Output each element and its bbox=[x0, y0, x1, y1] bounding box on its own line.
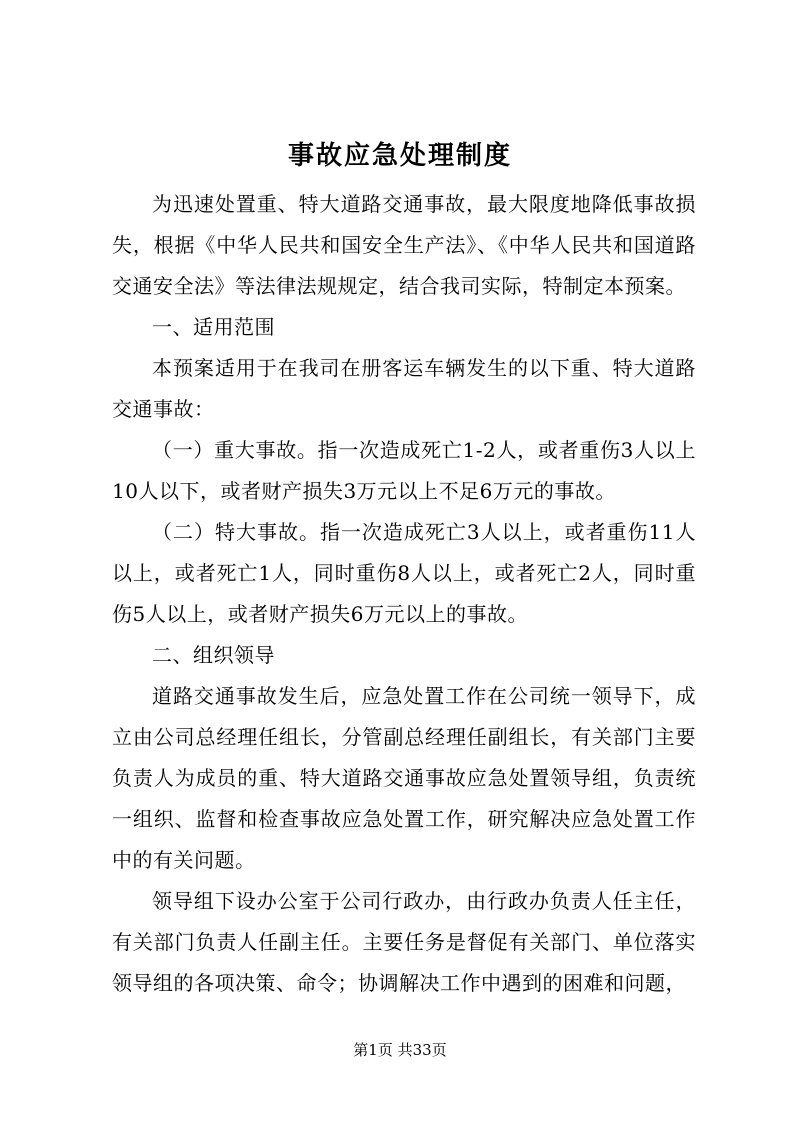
paragraph: 为迅速处置重、特大道路交通事故，最大限度地降低事故损失，根据《中华人民共和国安全生产法》、《中华人民共和国道路交通安全法》等法律法规规定，结合我司实际，特制定本预案。 bbox=[112, 192, 696, 298]
paragraph: 本预案适用于在我司在册客运车辆发生的以下重、特大道路交通事故： bbox=[112, 356, 696, 421]
page-number-footer: 第1页 共33页 bbox=[353, 1041, 447, 1059]
paragraph: 领导组下设办公室于公司行政办，由行政办负责人任主任，有关部门负责人任副主任。主要任务是督促有关部门、单位落实领导组的各项决策、命令；协调解决工作中遇到的困难和问题， bbox=[112, 889, 696, 995]
paragraph: 道路交通事故发生后，应急处置工作在公司统一领导下，成立由公司总经理任组长，分管副总经理任副组长，有关部门主要负责人为成员的重、特大道路交通事故应急处置领导组，负责统一组织、监督和检查事故应急处置工作，研究解决应急处置工作中的有关问题。 bbox=[112, 684, 696, 872]
document-body bbox=[112, 184, 696, 1004]
section-heading: 一、适用范围 bbox=[152, 315, 275, 339]
section-heading: 二、组织领导 bbox=[152, 643, 275, 667]
paragraph: （一）重大事故。指一次造成死亡1-2人，或者重伤3人以上10人以下，或者财产损失3万元以上不足6万元的事故。 bbox=[112, 438, 696, 503]
document-title: 事故应急处理制度 bbox=[287, 141, 512, 171]
paragraph: （二）特大事故。指一次造成死亡3人以上，或者重伤11人以上，或者死亡1人，同时重伤8人以上，或者死亡2人，同时重伤5人以上，或者财产损失6万元以上的事故。 bbox=[112, 520, 696, 626]
